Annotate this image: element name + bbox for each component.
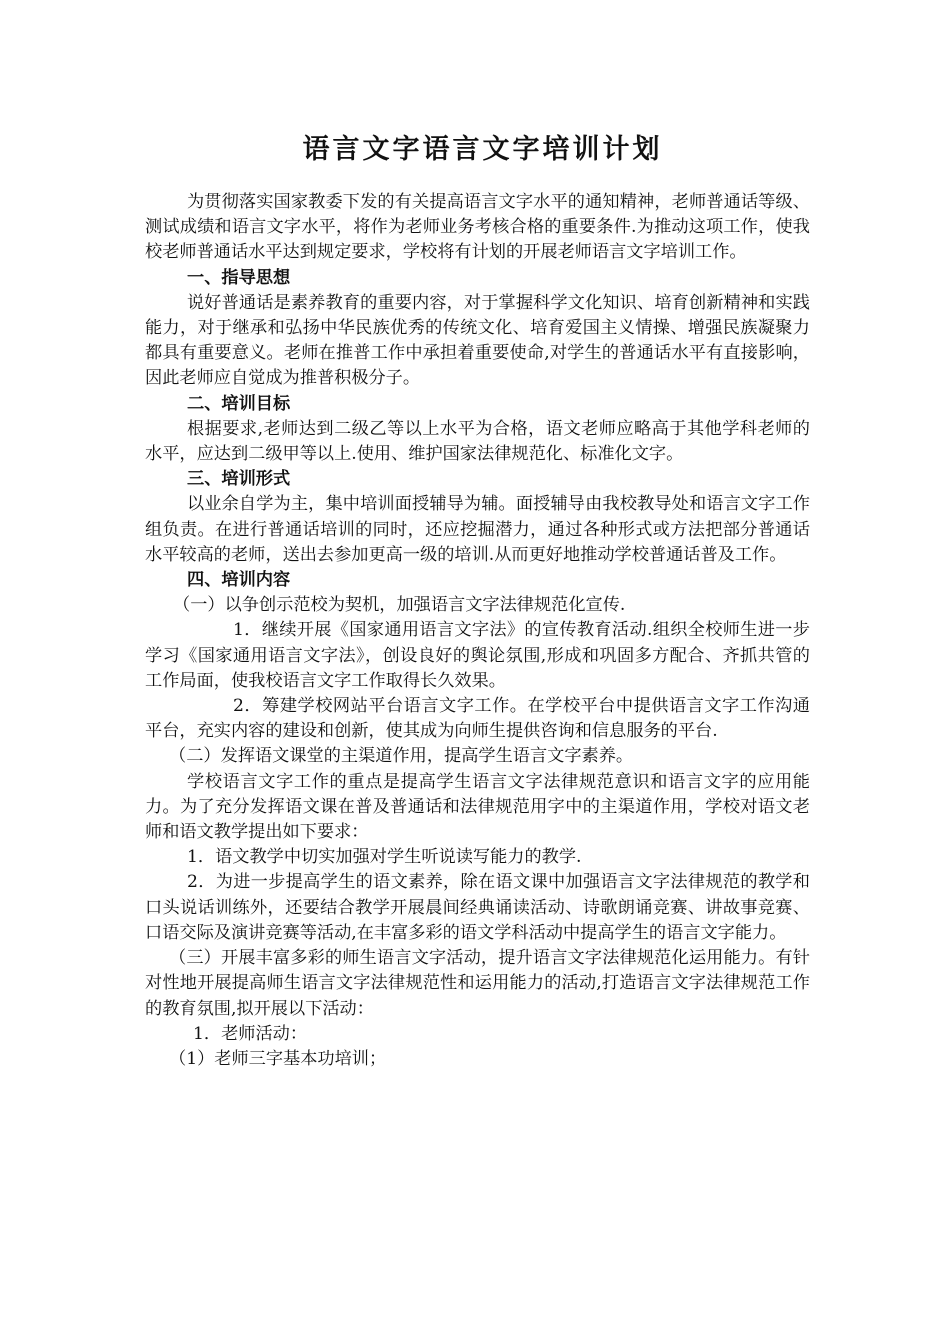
list-item-2-2: 2．为进一步提高学生的语文素养，除在语文课中加强语言文字法律规范的教学和口头说话训练外，还要结合教学开展晨间经典诵读活动、诗歌朗诵竞赛、讲故事竞赛、口语交际及演讲竞赛等活动,在丰富多彩的语文学科活动中提高学生的语言文字能力。 xyxy=(145,872,810,943)
guiding-ideology-paragraph: 说好普通话是素养教育的重要内容，对于掌握科学文化知识、培育创新精神和实践能力，对于继承和弘扬中华民族优秀的传统文化、培育爱国主义情操、增强民族凝聚力都具有重要意义。老师在推普工作中承担着重要使命,对学生的普通话水平有直接影响，因此老师应自觉成为推普积极分子。 xyxy=(145,292,810,389)
subsection-heading-3: （三）开展丰富多彩的师生语言文字活动，提升语言文字法律规范化运用能力。有针对性地开展提高师生语言文字法律规范性和运用能力的活动,打造语言文字法律规范工作的教育氛围,拟开展以下活动： xyxy=(145,948,810,1019)
subsection-heading-1: （一）以争创示范校为契机，加强语言文字法律规范化宣传. xyxy=(173,595,626,616)
list-item-3-1: 1．老师活动： xyxy=(193,1023,308,1044)
subsection-2-paragraph: 学校语言文字工作的重点是提高学生语言文字法律规范意识和语言文字的应用能力。为了充分发挥语文课在普及普通话和法律规范用字中的主渠道作用，学校对语文老师和语文教学提出如下要求： xyxy=(145,771,810,843)
subsection-heading-2: （二）发挥语文课堂的主渠道作用，提高学生语言文字素养。 xyxy=(169,746,634,767)
list-item-2-1: 1．语文教学中切实加强对学生听说读写能力的教学. xyxy=(187,847,582,868)
section-heading-training-goals: 二、培训目标 xyxy=(187,393,291,414)
list-item-3-1-1: （1）老师三字基本功培训； xyxy=(169,1048,387,1069)
section-heading-training-content: 四、培训内容 xyxy=(187,570,291,591)
training-goals-paragraph: 根据要求,老师达到二级乙等以上水平为合格，语文老师应略高于其他学科老师的水平，应达到二级甲等以上.使用、维护国家法律规范化、标准化文字。 xyxy=(145,418,810,465)
section-heading-guiding-ideology: 一、指导思想 xyxy=(187,267,291,288)
list-item-1-1: 1．继续开展《国家通用语言文字法》的宣传教育活动.组织全校师生进一步学习《国家通用语言文字法》，创设良好的舆论氛围,形成和巩固多方配合、齐抓共管的工作局面，使我校语言文字工作取得长久效果。 xyxy=(145,620,810,691)
list-item-1-2: 2．筹建学校网站平台语言文字工作。在学校平台中提供语言文字工作沟通平台，充实内容的建设和创新，使其成为向师生提供咨询和信息服务的平台. xyxy=(145,696,810,742)
document-page xyxy=(145,130,810,1072)
section-heading-training-form: 三、培训形式 xyxy=(187,469,291,490)
training-form-paragraph: 以业余自学为主，集中培训面授辅导为辅。面授辅导由我校教导处和语言文字工作组负责。在进行普通话培训的同时，还应挖掘潜力，通过各种形式或方法把部分普通话水平较高的老师，送出去参加更高一级的培训.从而更好地推动学校普通话普及工作。 xyxy=(145,494,810,565)
intro-paragraph: 为贯彻落实国家教委下发的有关提高语言文字水平的通知精神，老师普通话等级、测试成绩和语言文字水平，将作为老师业务考核合格的重要条件.为推动这项工作，使我校老师普通话水平达到规定要求，学校将有计划的开展老师语言文字培训工作。 xyxy=(145,192,810,263)
document-title: 语言文字语言文字培训计划 xyxy=(302,134,663,165)
